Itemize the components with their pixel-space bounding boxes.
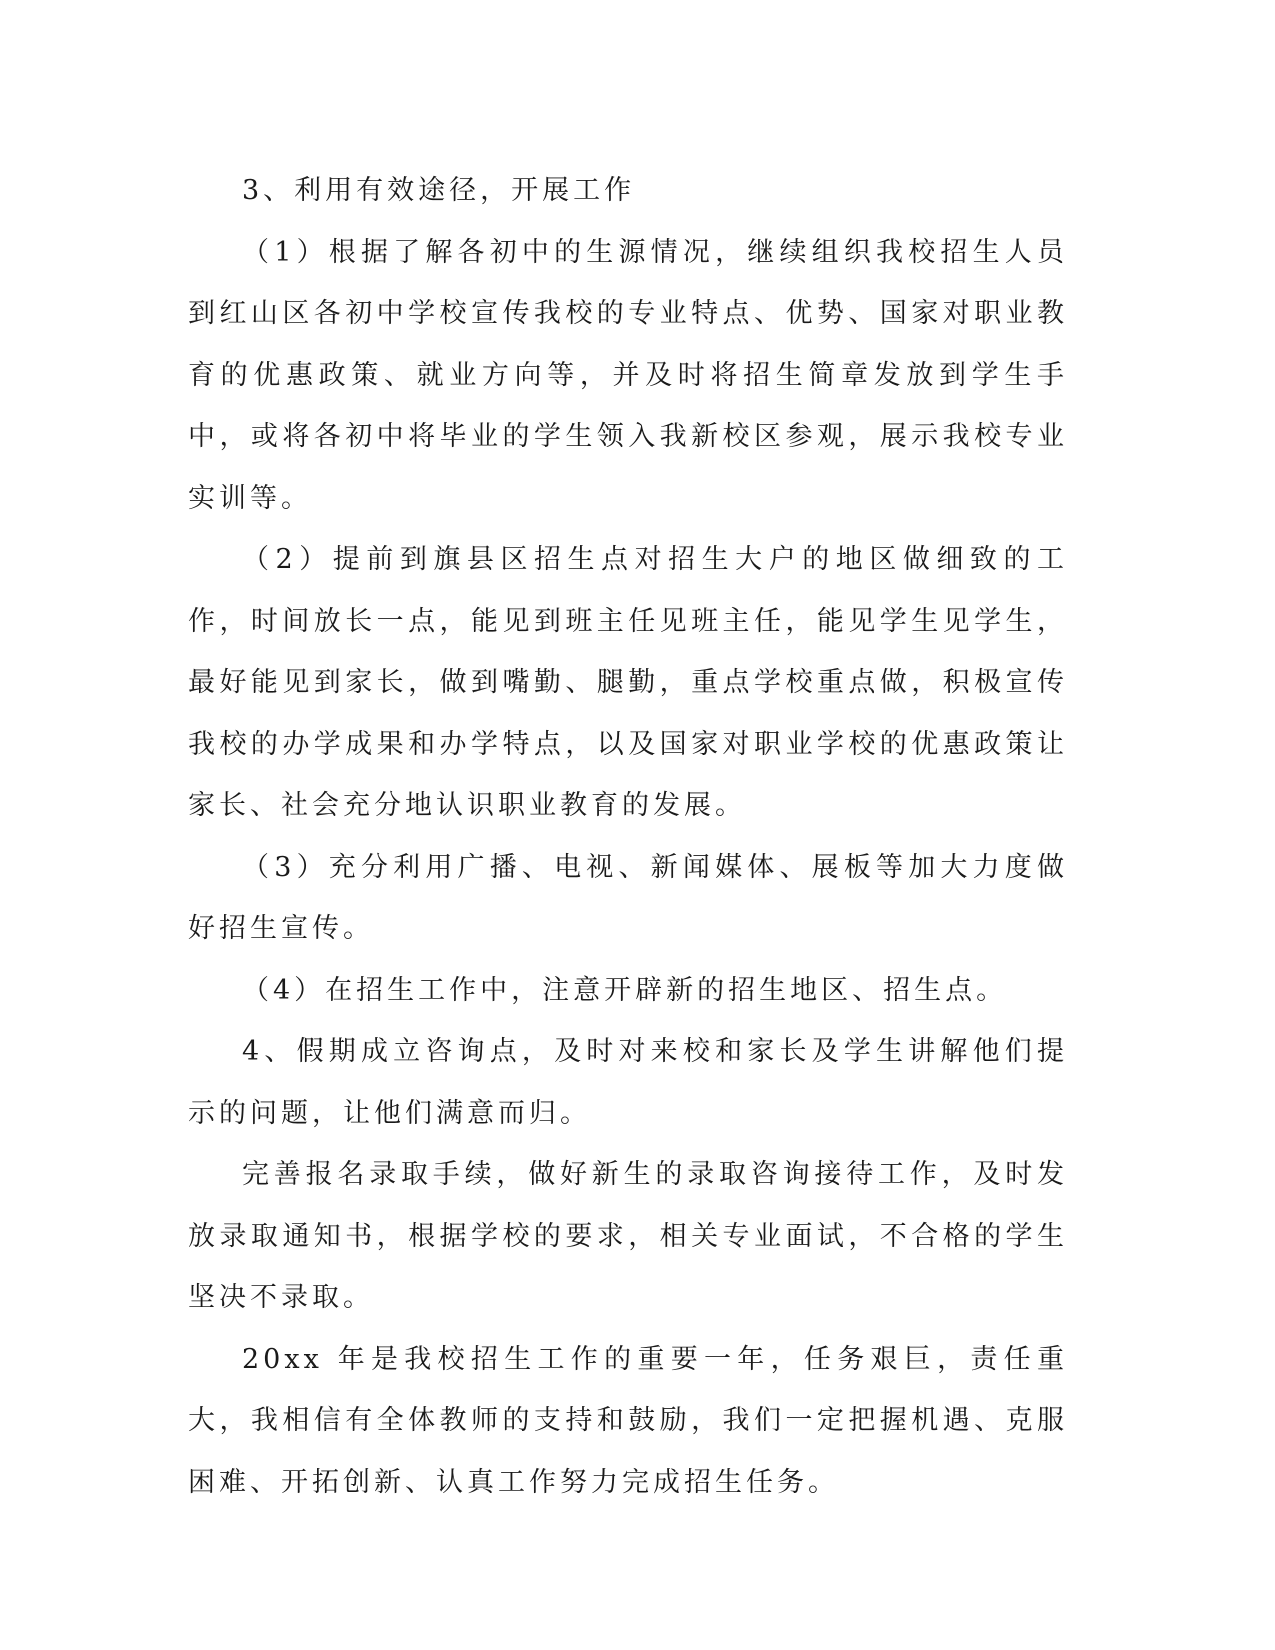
paragraph-section-4: 4、假期成立咨询点，及时对来校和家长及学生讲解他们提示的问题，让他们满意而归。 (188, 1036, 1068, 1129)
paragraph-item-4: （4）在招生工作中，注意开辟新的招生地区、招生点。 (242, 974, 1008, 1006)
paragraph-item-2: （2）提前到旗县区招生点对招生大户的地区做细致的工作，时间放长一点，能见到班主任见班主任，能见学生见学生，最好能见到家长，做到嘴勤、腿勤，重点学校重点做，积极宣传我校的办学成果和办学特点，以及国家对职业学校的优惠政策让家长、社会充分地认识职业教育的发展。 (188, 544, 1068, 821)
paragraph-section-3-heading: 3、利用有效途径，开展工作 (242, 175, 636, 206)
paragraph-item-1: （1）根据了解各初中的生源情况，继续组织我校招生人员到红山区各初中学校宣传我校的专业特点、优势、国家对职业教育的优惠政策、就业方向等，并及时将招生简章发放到学生手中，或将各初中将毕业的学生领入我新校区参观，展示我校专业实训等。 (188, 236, 1068, 514)
paragraph-item-3: （3）充分利用广播、电视、新闻媒体、展板等加大力度做好招生宣传。 (188, 851, 1068, 944)
document-body (188, 160, 1068, 1513)
paragraph-enrollment: 完善报名录取手续，做好新生的录取咨询接待工作，及时发放录取通知书，根据学校的要求，相关专业面试，不合格的学生坚决不录取。 (188, 1159, 1068, 1313)
paragraph-conclusion: 20xx 年是我校招生工作的重要一年，任务艰巨，责任重大，我相信有全体教师的支持和鼓励，我们一定把握机遇、克服困难、开拓创新、认真工作努力完成招生任务。 (188, 1343, 1068, 1498)
